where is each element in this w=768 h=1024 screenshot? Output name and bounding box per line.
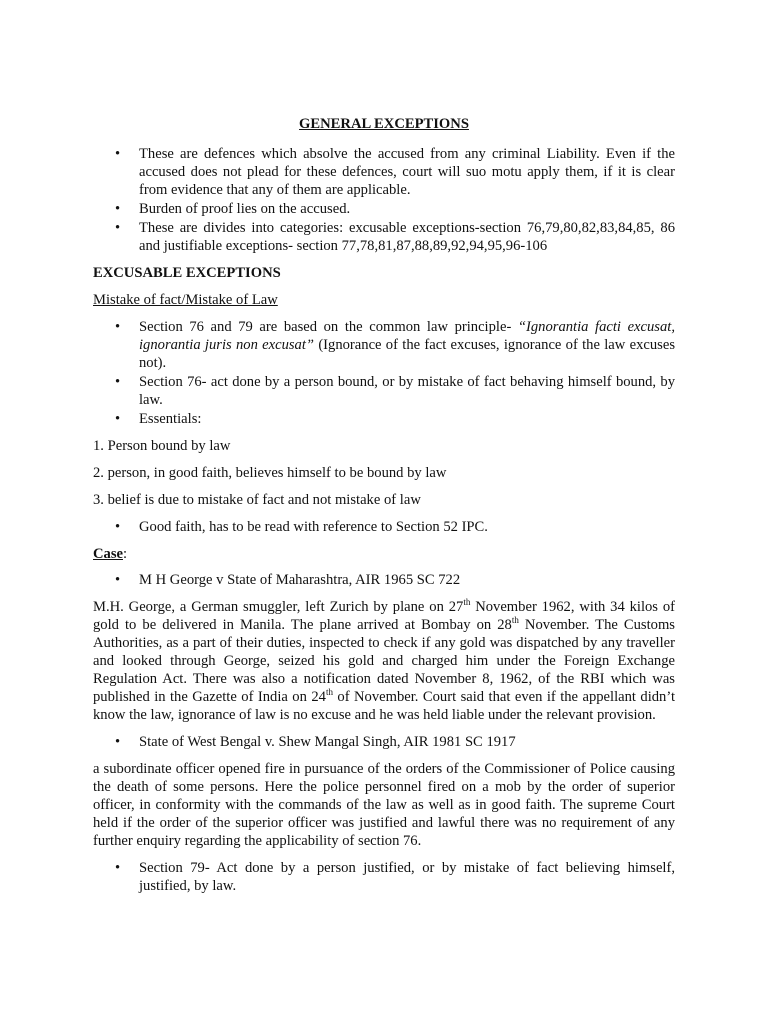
case-title: • M H George v State of Maharashtra, AIR 1965 SC 722 <box>93 571 675 589</box>
list-item: • Essentials: <box>93 410 675 428</box>
intro-bullet-list <box>93 145 675 255</box>
case2-list <box>93 733 675 751</box>
case-title: • State of West Bengal v. Shew Mangal Singh, AIR 1981 SC 1917 <box>93 733 675 751</box>
list-item: • Section 79- Act done by a person justified, or by mistake of fact believing himself, justified, by law. <box>93 859 675 895</box>
section79-list <box>93 859 675 895</box>
latin-maxim: “Ignorantia facti excusat, ignorantia juris non excusat” <box>139 319 675 353</box>
case-label: Case <box>93 546 123 562</box>
case-heading <box>93 545 675 563</box>
list-item: • These are divides into categories: excusable exceptions-section 76,79,80,82,83,84,85, 86 and justifiable exceptions- section 77,78,81,87,88,89,92,94,95,96-106 <box>93 219 675 255</box>
list-item: • Burden of proof lies on the accused. <box>93 200 675 218</box>
essential-item: 1. Person bound by law <box>93 438 231 454</box>
essential-item: 2. person, in good faith, believes himself to be bound by law <box>93 465 447 481</box>
page-title: GENERAL EXCEPTIONS <box>299 116 469 132</box>
list-item: • Section 76- act done by a person bound, or by mistake of fact behaving himself bound, by law. <box>93 373 675 409</box>
list-item: • These are defences which absolve the accused from any criminal Liability. Even if the accused does not plead for these defences, court will suo motu apply them, if it is clear from evidence that any of them are applicable. <box>93 145 675 199</box>
case1-list <box>93 571 675 589</box>
case1-text-part: November. The Customs Authorities, as a part of their duties, inspected to check if any gold was dispatched by any traveller and looked through George, seized his gold and charged him under the Foreign Exchange Regulation Act. There was also a notification dated November 8, 1962, of the RBI which was published in the Gazette of India on 24 <box>93 617 675 705</box>
list-item <box>93 318 675 372</box>
case-colon: : <box>123 546 128 562</box>
case1-text-part: M.H. George, a German smuggler, left Zurich by plane on 27 <box>93 599 464 615</box>
essential-item: 3. belief is due to mistake of fact and not mistake of law <box>93 492 421 508</box>
case1-text-part: November 1962, with 34 kilos of gold to be delivered in Manila. The plane arrived at Bombay on 28 <box>93 599 676 633</box>
case1-paragraph <box>93 598 675 724</box>
list-item: • Good faith, has to be read with reference to Section 52 IPC. <box>93 518 675 536</box>
good-faith-list <box>93 518 675 536</box>
mistake-bullet-list <box>93 318 675 428</box>
ordinal-suffix: th <box>511 615 519 626</box>
principle-text: Section 76 and 79 are based on the common law principle- <box>139 319 518 335</box>
mistake-subheading: Mistake of fact/Mistake of Law <box>93 292 278 308</box>
principle-translation: (Ignorance of the fact excuses, ignorance of the law excuses not). <box>139 337 675 371</box>
case1-text-part: of November. Court said that even if the appellant didn’t know the law, ignorance of law is no excuse and he was held liable under the relevant provision. <box>93 689 676 723</box>
excusable-exceptions-heading: EXCUSABLE EXCEPTIONS <box>93 265 281 281</box>
case2-paragraph: a subordinate officer opened fire in pursuance of the orders of the Commissioner of Police causing the death of some persons. Here the police personnel fired on a mob by the order of superior officer, in conformity with the commands of the law as well as in good faith. The supreme Court held if the order of the superior officer was justified and lawful there was no requirement of any further enquiry regarding the applicability of section 76. <box>93 761 675 849</box>
ordinal-suffix: th <box>463 597 471 608</box>
ordinal-suffix: th <box>325 687 333 698</box>
